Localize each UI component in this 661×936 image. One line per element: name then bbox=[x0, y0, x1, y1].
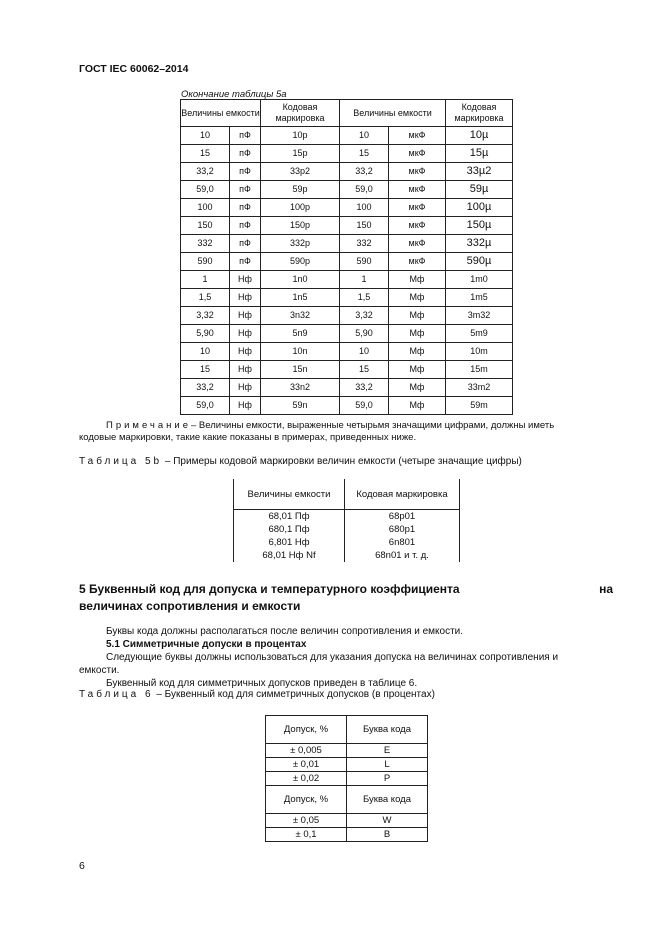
unit-cell: мкФ bbox=[389, 127, 446, 145]
code-cell: 15µ bbox=[446, 145, 513, 163]
table-row bbox=[181, 397, 513, 415]
code-cell: 68n01 и т. д. bbox=[375, 550, 429, 561]
paragraph-tolerance-line-2: емкости. bbox=[79, 665, 120, 676]
document-header: ГОСТ IEC 60062–2014 bbox=[79, 63, 189, 75]
value-cell: 332 bbox=[181, 235, 230, 253]
table-row bbox=[181, 307, 513, 325]
code-cell: 59n bbox=[261, 397, 340, 415]
section-title-left: 5 Буквенный код для допуска и температурного коэффициента bbox=[79, 582, 460, 596]
table-row bbox=[266, 744, 428, 758]
unit-cell: Мф bbox=[389, 397, 446, 415]
code-cell: 150p bbox=[261, 217, 340, 235]
unit-cell: Нф bbox=[230, 289, 261, 307]
code-cell: 10m bbox=[446, 343, 513, 361]
value-cell: 59,0 bbox=[340, 397, 389, 415]
unit-cell: пФ bbox=[230, 235, 261, 253]
table-5b bbox=[233, 479, 460, 562]
unit-cell: Мф bbox=[389, 325, 446, 343]
value-cell: 10 bbox=[340, 343, 389, 361]
unit-cell: Мф bbox=[389, 343, 446, 361]
code-cell: 33µ2 bbox=[446, 163, 513, 181]
unit-cell: Нф bbox=[230, 397, 261, 415]
table-row bbox=[181, 361, 513, 379]
value-cell: 15 bbox=[340, 361, 389, 379]
table-row bbox=[266, 772, 428, 786]
section-title-line-2: величинах сопротивления и емкости bbox=[79, 599, 301, 613]
value-cell: 59,0 bbox=[181, 397, 230, 415]
note-label: Примечание bbox=[106, 420, 191, 431]
table-header-row bbox=[234, 479, 460, 510]
code-cell: 10p bbox=[261, 127, 340, 145]
section-5-title bbox=[79, 581, 613, 615]
value-cell: 33,2 bbox=[340, 163, 389, 181]
unit-cell: мкФ bbox=[389, 253, 446, 271]
unit-cell: пФ bbox=[230, 127, 261, 145]
value-cell: 10 bbox=[340, 127, 389, 145]
code-cell: 1n0 bbox=[261, 271, 340, 289]
value-cell: 590 bbox=[181, 253, 230, 271]
table-5b-caption bbox=[79, 456, 522, 467]
value-cell: 10 bbox=[181, 343, 230, 361]
value-cell: 3,32 bbox=[181, 307, 230, 325]
value-cell: 6,801 Нф bbox=[234, 536, 345, 549]
value-cell: 1 bbox=[181, 271, 230, 289]
unit-cell: пФ bbox=[230, 145, 261, 163]
table-row bbox=[181, 199, 513, 217]
code-cell: 3m32 bbox=[446, 307, 513, 325]
table-row bbox=[181, 325, 513, 343]
table-row bbox=[181, 181, 513, 199]
code-cell: 59p bbox=[261, 181, 340, 199]
table-6 bbox=[265, 715, 428, 842]
tolerance-cell: ± 0,05 bbox=[266, 814, 347, 828]
unit-cell: Мф bbox=[389, 307, 446, 325]
code-cell: 100p bbox=[261, 199, 340, 217]
code-cell: 150µ bbox=[446, 217, 513, 235]
note-text: – Величины емкости, выраженные четырьмя значащими цифрами, должны иметь bbox=[191, 420, 555, 431]
code-cell: 59m bbox=[446, 397, 513, 415]
code-cell: 15m bbox=[446, 361, 513, 379]
table-row bbox=[234, 510, 460, 524]
value-cell: 150 bbox=[181, 217, 230, 235]
unit-cell: пФ bbox=[230, 163, 261, 181]
header-cell: Кодовая маркировка bbox=[345, 479, 460, 510]
code-cell: 1m0 bbox=[446, 271, 513, 289]
unit-cell: мкФ bbox=[389, 235, 446, 253]
code-cell: 33m2 bbox=[446, 379, 513, 397]
table-header-row-repeat bbox=[266, 786, 428, 814]
header-cell: Допуск, % bbox=[266, 786, 347, 814]
value-cell: 33,2 bbox=[181, 163, 230, 181]
code-cell: 15n bbox=[261, 361, 340, 379]
header-cell: Допуск, % bbox=[266, 716, 347, 744]
value-cell: 1,5 bbox=[181, 289, 230, 307]
tolerance-cell: ± 0,1 bbox=[266, 828, 347, 842]
value-cell: 59,0 bbox=[181, 181, 230, 199]
unit-cell: Нф bbox=[230, 325, 261, 343]
code-cell: 33p2 bbox=[261, 163, 340, 181]
value-cell: 1 bbox=[340, 271, 389, 289]
table-row bbox=[181, 145, 513, 163]
table-row bbox=[181, 271, 513, 289]
table-row bbox=[266, 814, 428, 828]
unit-cell: Мф bbox=[389, 289, 446, 307]
table-row bbox=[234, 549, 460, 562]
section-title-line-1 bbox=[79, 581, 613, 598]
value-cell: 10 bbox=[181, 127, 230, 145]
header-cell: Буква кода bbox=[347, 716, 428, 744]
code-cell: E bbox=[347, 744, 428, 758]
code-cell: 5n9 bbox=[261, 325, 340, 343]
table-row bbox=[234, 536, 460, 549]
table-5b-body bbox=[234, 510, 460, 563]
unit-cell: Нф bbox=[230, 271, 261, 289]
table-row bbox=[181, 235, 513, 253]
unit-cell: Мф bbox=[389, 271, 446, 289]
paragraph-table-6-ref: Буквенный код для симметричных допусков приведен в таблице 6. bbox=[106, 678, 418, 689]
tolerance-cell: ± 0,005 bbox=[266, 744, 347, 758]
paragraph-tolerance-line-1: Следующие буквы должны использоваться для указания допуска на величинах сопротивления и bbox=[106, 652, 559, 663]
unit-cell: пФ bbox=[230, 217, 261, 235]
code-cell: 332p bbox=[261, 235, 340, 253]
value-cell: 1,5 bbox=[340, 289, 389, 307]
unit-cell: Нф bbox=[230, 379, 261, 397]
value-cell: 332 bbox=[340, 235, 389, 253]
table-row bbox=[181, 379, 513, 397]
table-5a-caption: Окончание таблицы 5а bbox=[181, 89, 287, 100]
table-6-title: – Буквенный код для симметричных допусков (в процентах) bbox=[156, 689, 435, 700]
code-cell: 15p bbox=[261, 145, 340, 163]
value-cell: 150 bbox=[340, 217, 389, 235]
table-5a bbox=[180, 99, 513, 415]
value-cell: 68,01 Нф Nf bbox=[234, 549, 345, 562]
table-6-label: Таблица 6 bbox=[79, 689, 154, 700]
header-cell: Величины емкости bbox=[340, 100, 446, 127]
unit-cell: Мф bbox=[389, 379, 446, 397]
unit-cell: Мф bbox=[389, 361, 446, 379]
table-row bbox=[181, 343, 513, 361]
unit-cell: мкФ bbox=[389, 163, 446, 181]
unit-cell: мкФ bbox=[389, 199, 446, 217]
value-cell: 5,90 bbox=[340, 325, 389, 343]
subsection-5-1-title: 5.1 Симметричные допуски в процентах bbox=[106, 639, 307, 650]
table-row bbox=[266, 758, 428, 772]
note-line-1 bbox=[106, 420, 616, 431]
code-cell: 10n bbox=[261, 343, 340, 361]
unit-cell: Нф bbox=[230, 361, 261, 379]
tolerance-cell: ± 0,01 bbox=[266, 758, 347, 772]
note-line-2: кодовые маркировки, такие какие показаны в примерах, приведенных ниже. bbox=[79, 432, 417, 443]
unit-cell: мкФ bbox=[389, 217, 446, 235]
table-5b-label: Таблица 5b bbox=[79, 456, 163, 467]
page-number: 6 bbox=[79, 860, 85, 872]
unit-cell: Нф bbox=[230, 343, 261, 361]
code-cell: 680p1 bbox=[388, 524, 416, 535]
table-header-row bbox=[266, 716, 428, 744]
code-cell: 5m9 bbox=[446, 325, 513, 343]
code-cell: B bbox=[347, 828, 428, 842]
code-cell: 100µ bbox=[446, 199, 513, 217]
header-cell: Кодовая маркировка bbox=[261, 100, 340, 127]
table-header-row bbox=[181, 100, 513, 127]
value-cell: 33,2 bbox=[181, 379, 230, 397]
code-cell: 10µ bbox=[446, 127, 513, 145]
table-row bbox=[181, 127, 513, 145]
table-row bbox=[181, 289, 513, 307]
value-cell: 5,90 bbox=[181, 325, 230, 343]
code-cell: 6n801 bbox=[388, 537, 416, 548]
value-cell: 15 bbox=[181, 145, 230, 163]
table-5b-title: – Примеры кодовой маркировки величин емкости (четыре значащие цифры) bbox=[164, 456, 522, 467]
unit-cell: пФ bbox=[230, 253, 261, 271]
value-cell: 100 bbox=[340, 199, 389, 217]
unit-cell: мкФ bbox=[389, 145, 446, 163]
value-cell: 33,2 bbox=[340, 379, 389, 397]
code-cell: 590µ bbox=[446, 253, 513, 271]
value-cell: 680,1 Пф bbox=[234, 523, 345, 536]
value-cell: 68,01 Пф bbox=[234, 510, 345, 524]
tolerance-cell: ± 0,02 bbox=[266, 772, 347, 786]
code-cell: 332µ bbox=[446, 235, 513, 253]
code-cell: 68p01 bbox=[388, 511, 416, 522]
unit-cell: Нф bbox=[230, 307, 261, 325]
unit-cell: мкФ bbox=[389, 181, 446, 199]
table-5a-body bbox=[181, 127, 513, 415]
value-cell: 3,32 bbox=[340, 307, 389, 325]
value-cell: 590 bbox=[340, 253, 389, 271]
header-cell: Буква кода bbox=[347, 786, 428, 814]
code-cell: P bbox=[347, 772, 428, 786]
code-cell: L bbox=[347, 758, 428, 772]
table-row bbox=[234, 523, 460, 536]
code-cell: 33n2 bbox=[261, 379, 340, 397]
table-row bbox=[181, 163, 513, 181]
value-cell: 59,0 bbox=[340, 181, 389, 199]
section-title-right: на bbox=[599, 582, 613, 596]
paragraph-letters-placement: Буквы кода должны располагаться после величин сопротивления и емкости. bbox=[106, 626, 464, 637]
table-row bbox=[266, 828, 428, 842]
code-cell: 59µ bbox=[446, 181, 513, 199]
header-cell: Величины емкости bbox=[181, 100, 261, 127]
value-cell: 15 bbox=[340, 145, 389, 163]
header-cell: Кодовая маркировка bbox=[446, 100, 513, 127]
value-cell: 100 bbox=[181, 199, 230, 217]
code-cell: 3n32 bbox=[261, 307, 340, 325]
code-cell: 590p bbox=[261, 253, 340, 271]
code-cell: 1m5 bbox=[446, 289, 513, 307]
table-6-caption bbox=[79, 689, 435, 700]
unit-cell: пФ bbox=[230, 181, 261, 199]
table-row bbox=[181, 253, 513, 271]
header-cell: Величины емкости bbox=[234, 479, 345, 510]
value-cell: 15 bbox=[181, 361, 230, 379]
table-row bbox=[181, 217, 513, 235]
unit-cell: пФ bbox=[230, 199, 261, 217]
code-cell: W bbox=[347, 814, 428, 828]
code-cell: 1n5 bbox=[261, 289, 340, 307]
